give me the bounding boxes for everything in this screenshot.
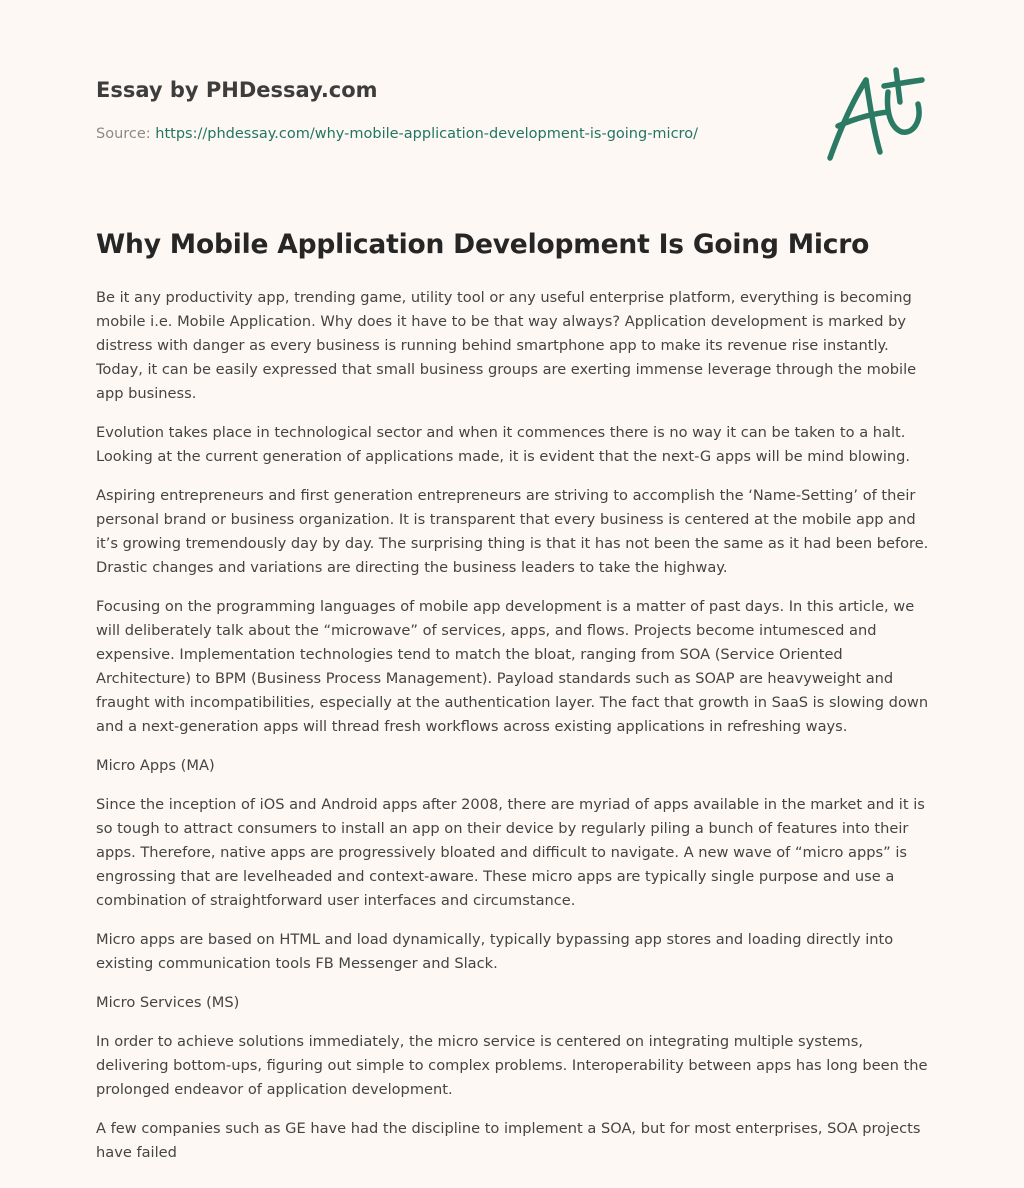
a-plus-grade-icon — [822, 66, 932, 166]
essay-paragraph: Aspiring entrepreneurs and first generation entrepreneurs are striving to accomplish the ‘Name-Setting’ of their personal brand or business organization. It is transparent that every business is centered at the mobile app and it’s growing tremendously day by day. The surprising thing is that it has not been the same as it had been before. Drastic changes and variations are directing the business leaders to take the highway. — [96, 487, 929, 576]
essay-paragraph: Micro apps are based on HTML and load dynamically, typically bypassing app stores and loading directly into existing communication tools FB Messenger and Slack. — [96, 931, 894, 972]
essay-paragraph: Focusing on the programming languages of mobile app development is a matter of past days. In this article, we will deliberately talk about the “microwave” of services, apps, and flows. Projects become intumesced and expensive. Implementation technologies tend to match the bloat, ranging from SOA (Service Oriented Architecture) to BPM (Business Process Management). Payload standards such as SOAP are heavyweight and fraught with incompatibilities, especially at the authentication layer. The fact that growth in SaaS is slowing down and a next-generation apps will thread fresh workflows across existing applications in refreshing ways. — [96, 598, 929, 735]
essay-paragraph: Since the inception of iOS and Android apps after 2008, there are myriad of apps available in the market and it is so tough to attract consumers to install an app on their device by regularly piling a bunch of features into their apps. Therefore, native apps are progressively bloated and difficult to navigate. A new wave of “micro apps” is engrossing that are levelheaded and context-aware. These micro apps are typically single purpose and use a combination of straightforward user interfaces and circumstance. — [96, 796, 925, 909]
source-line — [96, 124, 816, 144]
source-link[interactable]: https://phdessay.com/why-mobile-application-development-is-going-micro/ — [155, 126, 698, 142]
section-heading-micro-services: Micro Services (MS) — [96, 994, 240, 1011]
source-label: Source: — [96, 126, 151, 142]
essay-content — [96, 226, 932, 1180]
page-header — [96, 74, 816, 144]
essay-title: Why Mobile Application Development Is Going Micro — [96, 229, 870, 260]
essay-paragraph: In order to achieve solutions immediately, the micro service is centered on integrating multiple systems, delivering bottom-ups, figuring out simple to complex problems. Interoperability between apps has long been the prolonged endeavor of application development. — [96, 1033, 928, 1098]
essay-paragraph: Evolution takes place in technological sector and when it commences there is no way it can be taken to a halt. Looking at the current generation of applications made, it is evident that the next-G apps will be mind blowing. — [96, 424, 911, 465]
essay-paragraph: A few companies such as GE have had the discipline to implement a SOA, but for most enterprises, SOA projects have failed — [96, 1120, 921, 1161]
section-heading-micro-apps: Micro Apps (MA) — [96, 757, 215, 774]
essay-paragraph: Be it any productivity app, trending game, utility tool or any useful enterprise platform, everything is becoming mobile i.e. Mobile Application. Why does it have to be that way always? Application development is marked by distress with danger as every business is running behind smartphone app to make its revenue rise instantly. Today, it can be easily expressed that small business groups are exerting immense leverage through the mobile app business. — [96, 289, 917, 402]
site-title: Essay by PHDessay.com — [96, 78, 378, 102]
